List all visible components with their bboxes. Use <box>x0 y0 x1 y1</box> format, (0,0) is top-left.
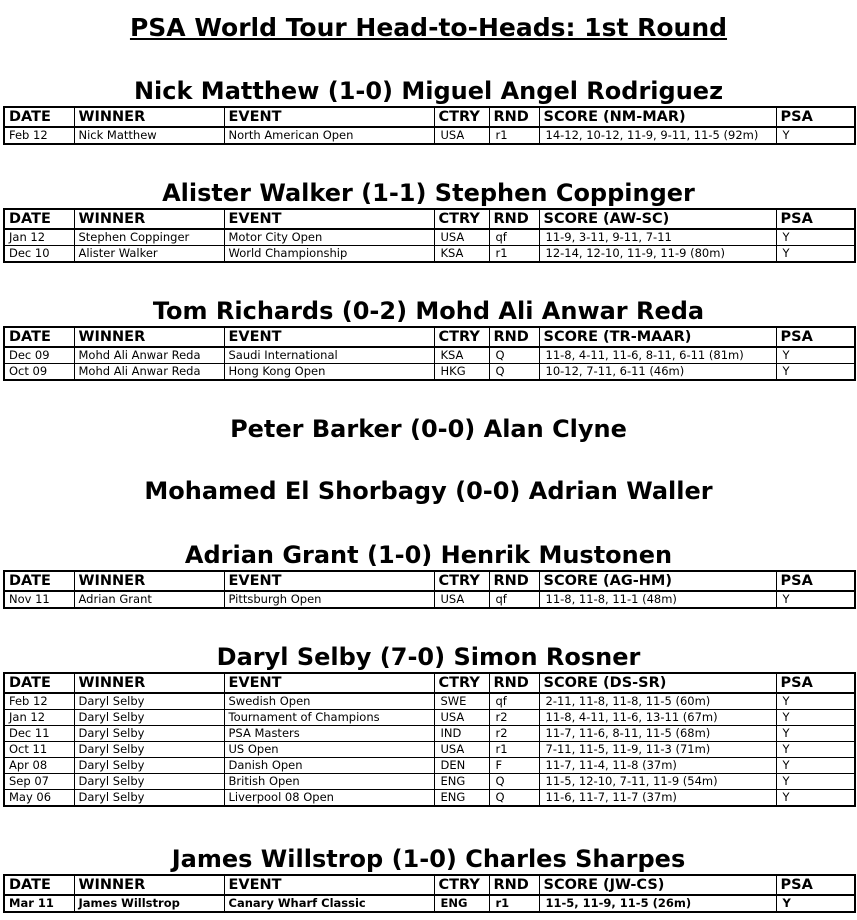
table-header-row <box>4 673 855 693</box>
head-to-head-table <box>3 874 856 913</box>
cell-psa: Y <box>776 895 855 912</box>
table-header-row <box>4 209 855 229</box>
cell-date: Mar 11 <box>4 895 74 912</box>
table-row <box>4 364 855 381</box>
cell-event: PSA Masters <box>224 726 434 742</box>
cell-rnd: qf <box>489 591 539 608</box>
cell-ctry: USA <box>434 591 489 608</box>
cell-date: Apr 08 <box>4 758 74 774</box>
cell-ctry: DEN <box>434 758 489 774</box>
cell-rnd: r2 <box>489 710 539 726</box>
column-header-country: CTRY <box>434 673 489 693</box>
cell-event: World Championship <box>224 246 434 263</box>
table-row <box>4 742 855 758</box>
cell-winner: Mohd Ali Anwar Reda <box>74 364 224 381</box>
cell-event: Pittsburgh Open <box>224 591 434 608</box>
cell-score: 11-8, 4-11, 11-6, 8-11, 6-11 (81m) <box>539 347 776 364</box>
match-heading: Tom Richards (0-2) Mohd Ali Anwar Reda <box>152 297 705 325</box>
table-row <box>4 774 855 790</box>
column-header-country: CTRY <box>434 107 489 127</box>
cell-psa: Y <box>776 742 855 758</box>
cell-score: 11-6, 11-7, 11-7 (37m) <box>539 790 776 807</box>
cell-date: May 06 <box>4 790 74 807</box>
head-to-head-table <box>3 326 856 381</box>
column-header-event: EVENT <box>224 107 434 127</box>
cell-rnd: Q <box>489 774 539 790</box>
cell-event: Hong Kong Open <box>224 364 434 381</box>
match-block <box>3 642 854 807</box>
column-header-date: DATE <box>4 673 74 693</box>
cell-event: Tournament of Champions <box>224 710 434 726</box>
cell-winner: Stephen Coppinger <box>74 229 224 246</box>
cell-winner: Alister Walker <box>74 246 224 263</box>
match-block <box>3 76 854 145</box>
column-header-event: EVENT <box>224 875 434 895</box>
table-row <box>4 246 855 263</box>
cell-ctry: SWE <box>434 693 489 710</box>
cell-date: Sep 07 <box>4 774 74 790</box>
cell-winner: James Willstrop <box>74 895 224 912</box>
head-to-head-table <box>3 672 856 807</box>
column-header-psa: PSA <box>776 209 855 229</box>
column-header-event: EVENT <box>224 571 434 591</box>
cell-date: Dec 10 <box>4 246 74 263</box>
table-row <box>4 347 855 364</box>
column-header-country: CTRY <box>434 327 489 347</box>
cell-psa: Y <box>776 693 855 710</box>
column-header-score: SCORE (AG-HM) <box>539 571 776 591</box>
column-header-country: CTRY <box>434 209 489 229</box>
page-title: PSA World Tour Head-to-Heads: 1st Round <box>129 13 728 42</box>
cell-date: Jan 12 <box>4 710 74 726</box>
cell-date: Oct 11 <box>4 742 74 758</box>
cell-event: Swedish Open <box>224 693 434 710</box>
column-header-date: DATE <box>4 875 74 895</box>
cell-winner: Daryl Selby <box>74 726 224 742</box>
cell-psa: Y <box>776 758 855 774</box>
cell-date: Feb 12 <box>4 693 74 710</box>
cell-ctry: ENG <box>434 790 489 807</box>
cell-rnd: r1 <box>489 246 539 263</box>
head-to-head-table <box>3 208 856 263</box>
cell-event: Canary Wharf Classic <box>224 895 434 912</box>
match-block <box>3 476 854 506</box>
column-header-score: SCORE (NM-MAR) <box>539 107 776 127</box>
column-header-date: DATE <box>4 327 74 347</box>
cell-date: Oct 09 <box>4 364 74 381</box>
match-heading: Alister Walker (1-1) Stephen Coppinger <box>162 179 695 207</box>
cell-event: Liverpool 08 Open <box>224 790 434 807</box>
cell-event: Danish Open <box>224 758 434 774</box>
column-header-winner: WINNER <box>74 875 224 895</box>
cell-date: Dec 11 <box>4 726 74 742</box>
cell-date: Jan 12 <box>4 229 74 246</box>
cell-psa: Y <box>776 229 855 246</box>
column-header-score: SCORE (JW-CS) <box>539 875 776 895</box>
cell-rnd: Q <box>489 790 539 807</box>
table-row <box>4 591 855 608</box>
column-header-winner: WINNER <box>74 571 224 591</box>
cell-rnd: qf <box>489 693 539 710</box>
cell-score: 14-12, 10-12, 11-9, 9-11, 11-5 (92m) <box>539 127 776 144</box>
table-row <box>4 710 855 726</box>
column-header-winner: WINNER <box>74 107 224 127</box>
match-heading: Daryl Selby (7-0) Simon Rosner <box>216 643 641 671</box>
match-heading: Nick Matthew (1-0) Miguel Angel Rodriguez <box>133 77 724 105</box>
column-header-date: DATE <box>4 209 74 229</box>
table-header-row <box>4 875 855 895</box>
column-header-score: SCORE (DS-SR) <box>539 673 776 693</box>
cell-psa: Y <box>776 710 855 726</box>
table-row <box>4 895 855 912</box>
cell-winner: Mohd Ali Anwar Reda <box>74 347 224 364</box>
cell-psa: Y <box>776 790 855 807</box>
column-header-round: RND <box>489 209 539 229</box>
cell-score: 11-9, 3-11, 9-11, 7-11 <box>539 229 776 246</box>
cell-ctry: USA <box>434 742 489 758</box>
cell-winner: Daryl Selby <box>74 742 224 758</box>
column-header-score: SCORE (TR-MAAR) <box>539 327 776 347</box>
column-header-score: SCORE (AW-SC) <box>539 209 776 229</box>
cell-rnd: Q <box>489 347 539 364</box>
column-header-psa: PSA <box>776 571 855 591</box>
column-header-round: RND <box>489 107 539 127</box>
cell-score: 11-7, 11-4, 11-8 (37m) <box>539 758 776 774</box>
cell-date: Feb 12 <box>4 127 74 144</box>
cell-score: 12-14, 12-10, 11-9, 11-9 (80m) <box>539 246 776 263</box>
cell-ctry: ENG <box>434 774 489 790</box>
cell-ctry: KSA <box>434 246 489 263</box>
match-heading: Mohamed El Shorbagy (0-0) Adrian Waller <box>144 477 713 505</box>
column-header-country: CTRY <box>434 571 489 591</box>
cell-winner: Daryl Selby <box>74 693 224 710</box>
cell-event: Saudi International <box>224 347 434 364</box>
cell-ctry: USA <box>434 229 489 246</box>
column-header-psa: PSA <box>776 107 855 127</box>
match-block <box>3 540 854 609</box>
cell-psa: Y <box>776 591 855 608</box>
match-block <box>3 296 854 381</box>
match-block <box>3 844 854 913</box>
cell-winner: Daryl Selby <box>74 790 224 807</box>
column-header-winner: WINNER <box>74 673 224 693</box>
column-header-round: RND <box>489 673 539 693</box>
cell-ctry: USA <box>434 710 489 726</box>
match-block <box>3 414 854 444</box>
cell-psa: Y <box>776 347 855 364</box>
cell-winner: Daryl Selby <box>74 758 224 774</box>
cell-rnd: r1 <box>489 895 539 912</box>
column-header-country: CTRY <box>434 875 489 895</box>
cell-psa: Y <box>776 127 855 144</box>
cell-event: Motor City Open <box>224 229 434 246</box>
match-heading: Adrian Grant (1-0) Henrik Mustonen <box>184 541 673 569</box>
cell-rnd: F <box>489 758 539 774</box>
table-row <box>4 229 855 246</box>
cell-score: 11-5, 12-10, 7-11, 11-9 (54m) <box>539 774 776 790</box>
cell-ctry: IND <box>434 726 489 742</box>
cell-event: North American Open <box>224 127 434 144</box>
cell-winner: Daryl Selby <box>74 710 224 726</box>
cell-winner: Nick Matthew <box>74 127 224 144</box>
column-header-winner: WINNER <box>74 209 224 229</box>
cell-date: Nov 11 <box>4 591 74 608</box>
match-heading: James Willstrop (1-0) Charles Sharpes <box>171 845 686 873</box>
cell-score: 7-11, 11-5, 11-9, 11-3 (71m) <box>539 742 776 758</box>
table-row <box>4 790 855 807</box>
table-row <box>4 693 855 710</box>
column-header-round: RND <box>489 875 539 895</box>
match-heading: Peter Barker (0-0) Alan Clyne <box>230 415 627 443</box>
table-row <box>4 127 855 144</box>
column-header-date: DATE <box>4 571 74 591</box>
cell-score: 2-11, 11-8, 11-8, 11-5 (60m) <box>539 693 776 710</box>
cell-psa: Y <box>776 774 855 790</box>
cell-rnd: r1 <box>489 127 539 144</box>
column-header-event: EVENT <box>224 209 434 229</box>
column-header-psa: PSA <box>776 327 855 347</box>
column-header-psa: PSA <box>776 673 855 693</box>
cell-psa: Y <box>776 246 855 263</box>
table-header-row <box>4 327 855 347</box>
column-header-psa: PSA <box>776 875 855 895</box>
match-block <box>3 178 854 263</box>
cell-score: 11-8, 4-11, 11-6, 13-11 (67m) <box>539 710 776 726</box>
table-row <box>4 726 855 742</box>
column-header-event: EVENT <box>224 327 434 347</box>
cell-score: 11-8, 11-8, 11-1 (48m) <box>539 591 776 608</box>
cell-rnd: r1 <box>489 742 539 758</box>
table-header-row <box>4 571 855 591</box>
cell-score: 10-12, 7-11, 6-11 (46m) <box>539 364 776 381</box>
column-header-winner: WINNER <box>74 327 224 347</box>
cell-psa: Y <box>776 364 855 381</box>
cell-score: 11-7, 11-6, 8-11, 11-5 (68m) <box>539 726 776 742</box>
head-to-head-table <box>3 570 856 609</box>
column-header-event: EVENT <box>224 673 434 693</box>
cell-rnd: Q <box>489 364 539 381</box>
cell-date: Dec 09 <box>4 347 74 364</box>
table-row <box>4 758 855 774</box>
cell-event: US Open <box>224 742 434 758</box>
cell-winner: Adrian Grant <box>74 591 224 608</box>
cell-rnd: qf <box>489 229 539 246</box>
column-header-round: RND <box>489 571 539 591</box>
cell-ctry: USA <box>434 127 489 144</box>
cell-winner: Daryl Selby <box>74 774 224 790</box>
cell-rnd: r2 <box>489 726 539 742</box>
column-header-date: DATE <box>4 107 74 127</box>
head-to-head-table <box>3 106 856 145</box>
cell-ctry: KSA <box>434 347 489 364</box>
cell-psa: Y <box>776 726 855 742</box>
column-header-round: RND <box>489 327 539 347</box>
cell-ctry: HKG <box>434 364 489 381</box>
cell-score: 11-5, 11-9, 11-5 (26m) <box>539 895 776 912</box>
cell-event: British Open <box>224 774 434 790</box>
table-header-row <box>4 107 855 127</box>
cell-ctry: ENG <box>434 895 489 912</box>
